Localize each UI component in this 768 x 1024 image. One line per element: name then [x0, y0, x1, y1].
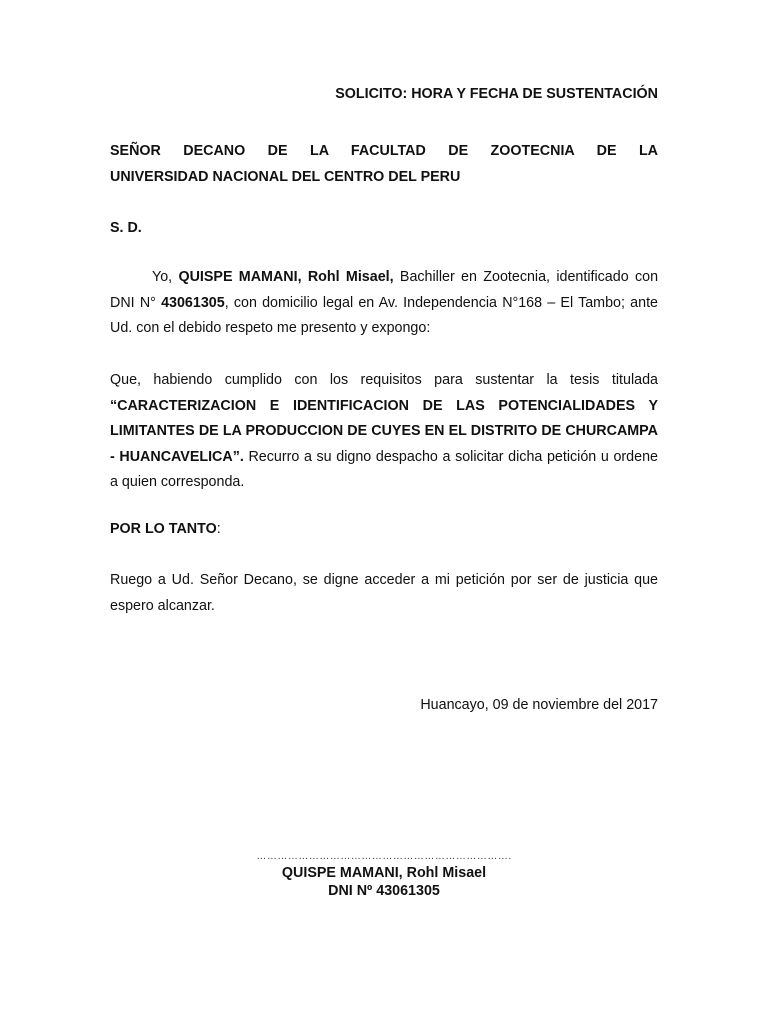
signature-line: ………………………………………………………………. [256, 851, 512, 862]
applicant-dni: 43061305 [161, 294, 225, 311]
intro-text-2: , con domicilio legal en Av. Independencia N°168 – El Tambo; ante Ud. con el debido respeto me presento y expongo: [110, 294, 658, 336]
body-paragraph [110, 368, 658, 496]
intro-yo: Yo, [152, 269, 179, 285]
signature-dni: DNI Nº 43061305 [328, 883, 440, 899]
por-lo-tanto-label: POR LO TANTO [110, 521, 217, 537]
signature-block [0, 850, 768, 900]
body-text-1: Que, habiendo cumplido con los requisitos para sustentar la tesis titulada [110, 372, 658, 388]
intro-paragraph [110, 265, 658, 342]
addressee-line-1: SEÑOR DECANO DE LA FACULTAD DE ZOOTECNIA DE LA [110, 143, 658, 159]
addressee-line-2: UNIVERSIDAD NACIONAL DEL CENTRO DEL PERU [110, 168, 461, 185]
por-lo-tanto-colon: : [216, 521, 221, 537]
intro-text-1: Bachiller en Zootecnia, identificado con DNI N° [110, 269, 659, 311]
applicant-name: QUISPE MAMANI, Rohl Misael, [178, 269, 394, 285]
addressee [110, 139, 658, 190]
salutation-sd: S. D. [110, 220, 142, 236]
place-and-date: Huancayo, 09 de noviembre del 2017 [420, 697, 658, 713]
thesis-title: “CARACTERIZACION E IDENTIFICACION DE LAS POTENCIALIDADES Y LIMITANTES DE LA PRODUCCION DE CUYES EN EL DISTRITO DE CHURCAMPA - HUANCAVELICA”. [110, 397, 658, 465]
signature-name: QUISPE MAMANI, Rohl Misael [281, 865, 487, 881]
por-lo-tanto [110, 517, 658, 543]
closing-request: Ruego a Ud. Señor Decano, se digne acceder a mi petición por ser de justicia que espero alcanzar. [110, 572, 658, 614]
request-subject: SOLICITO: HORA Y FECHA DE SUSTENTACIÓN [335, 86, 658, 102]
body-text-2: Recurro a su digno despacho a solicitar dicha petición u ordene a quien corresponda. [110, 448, 658, 490]
